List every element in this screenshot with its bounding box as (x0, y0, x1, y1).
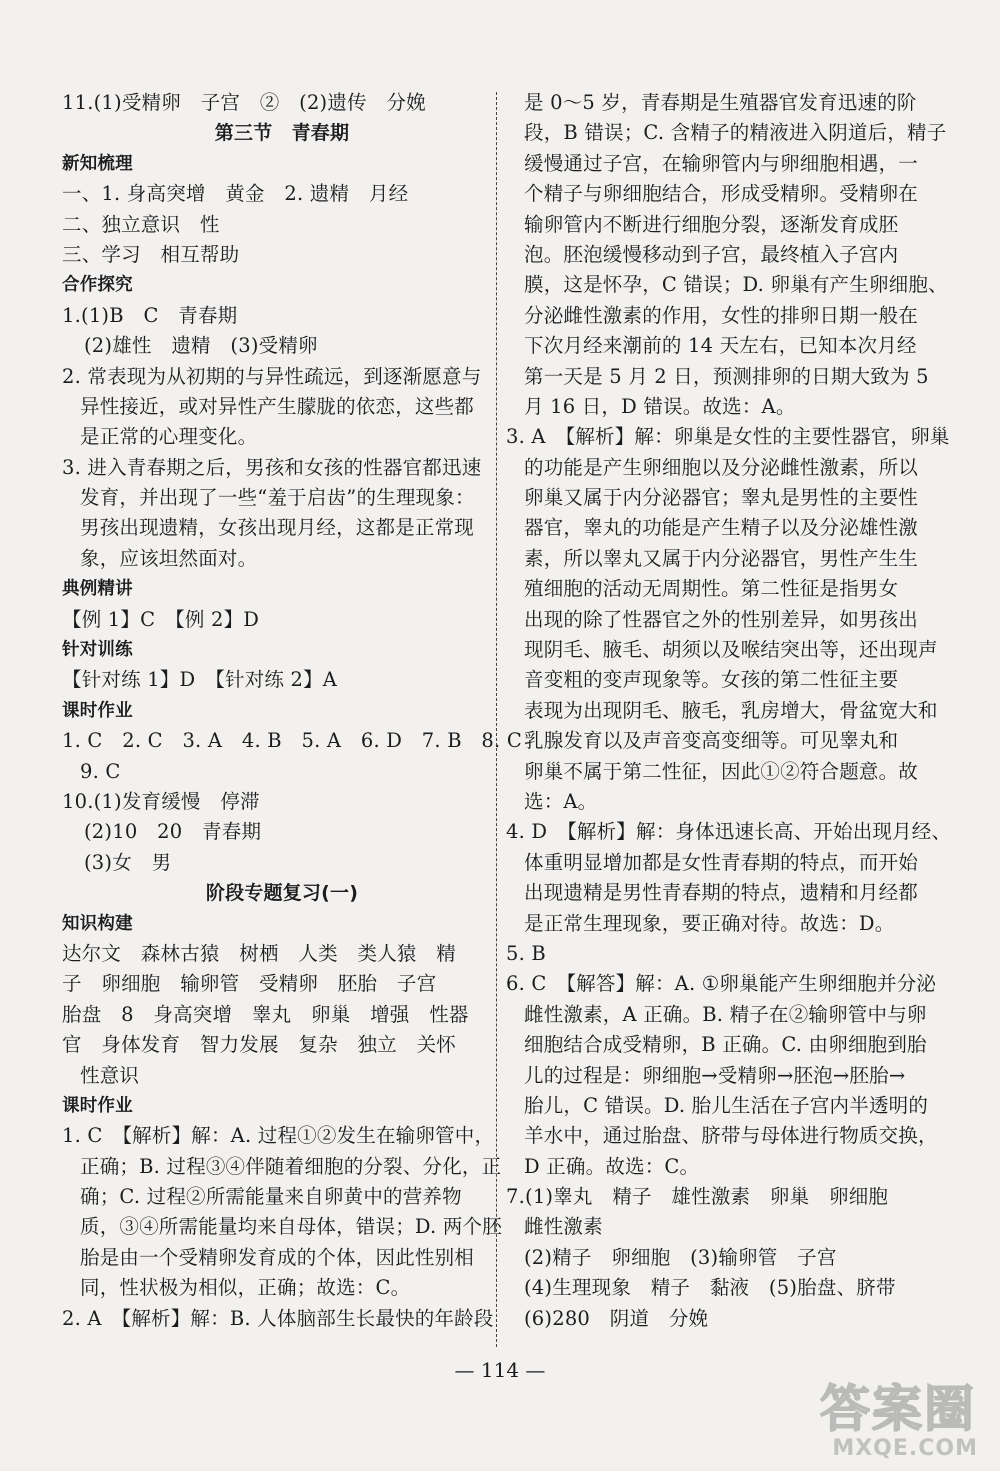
right-text-line: 选：A。 (524, 789, 598, 813)
right-text-line: (6)280 阴道 分娩 (524, 1306, 709, 1330)
left-text-line: 是正常的心理变化。 (80, 425, 258, 449)
left-text-line: 胎盘 8 身高突增 睾丸 卵巢 增强 性器 (62, 1002, 469, 1026)
right-text-line: 泡。胚泡缓慢移动到子宫，最终植入子宫内 (524, 242, 899, 266)
left-text-line: (2)雄性 遗精 (3)受精卵 (84, 334, 318, 358)
right-text-line: 个精子与卵细胞结合，形成受精卵。受精卵在 (524, 182, 919, 206)
right-text-line: 细胞结合成受精卵，B 正确。C. 由卵细胞到胎 (524, 1033, 927, 1057)
left-section-heading: 针对训练 (62, 640, 133, 661)
left-text-line: 2. 常表现为从初期的与异性疏远，到逐渐愿意与 (62, 364, 482, 388)
right-text-line: 音变粗的变声现象等。女孩的第二性征主要 (524, 668, 899, 692)
left-text-line: 质，③④所需能量均来自母体，错误；D. 两个胚 (80, 1215, 502, 1239)
left-text-line: 11.(1)受精卵 子宫 ② (2)遗传 分娩 (62, 91, 426, 114)
right-text-line: (4)生理现象 精子 黏液 (5)胎盘、脐带 (524, 1276, 896, 1300)
right-text-line: 体重明显增加都是女性青春期的特点，而开始 (524, 850, 919, 874)
left-section-heading: 合作探究 (62, 275, 133, 296)
right-text-line: 输卵管内不断进行细胞分裂，逐渐发育成胚 (524, 212, 899, 236)
right-text-line: 月 16 日，D 错误。故选：A。 (524, 394, 796, 418)
right-text-line: 分泌雌性激素的作用，女性的排卵日期一般在 (524, 303, 919, 327)
left-section-heading: 知识构建 (62, 913, 133, 934)
left-text-line: 10.(1)发育缓慢 停滞 (62, 789, 260, 813)
right-text-line: 段，B 错误；C. 含精子的精液进入阴道后，精子 (524, 121, 947, 145)
right-text-line: 5. B (506, 941, 546, 965)
left-chapter-title: 阶段专题复习(一) (205, 882, 359, 905)
right-text-line: 器官，睾丸的功能是产生精子以及分泌雄性激 (524, 516, 919, 540)
left-text-line: 男孩出现遗精，女孩出现月经，这都是正常现 (80, 516, 475, 540)
left-text-line: 【针对练 1】D 【针对练 2】A (62, 668, 338, 692)
right-text-line: 缓慢通过子宫，在输卵管内与卵细胞相遇，一 (524, 151, 919, 175)
right-text-line: 膜，这是怀孕，C 错误；D. 卵巢有产生卵细胞、 (524, 273, 948, 297)
right-text-line: 卵巢又属于内分泌器官；睾丸是男性的主要性 (524, 486, 919, 510)
right-text-line: 儿的过程是：卵细胞→受精卵→胚泡→胚胎→ (524, 1063, 906, 1087)
left-text-line: 子 卵细胞 输卵管 受精卵 胚胎 子宫 (62, 972, 437, 996)
right-text-line: 乳腺发育以及声音变高变细等。可见睾丸和 (524, 729, 899, 753)
right-text-line: 素，所以睾丸又属于内分泌器官，男性产生生 (524, 546, 919, 570)
left-text-line: 确；C. 过程②所需能量来自卵黄中的营养物 (80, 1185, 462, 1209)
left-text-line: 正确；B. 过程③④伴随着细胞的分裂、分化，正 (80, 1154, 502, 1178)
left-text-line: 【例 1】C 【例 2】D (62, 607, 260, 631)
right-text-line: (2)精子 卵细胞 (3)输卵管 子宫 (524, 1245, 837, 1269)
watermark-logo-text: 答案圈 (820, 1380, 976, 1438)
left-text-line: 发育，并出现了一些“羞于启齿”的生理现象： (80, 486, 475, 510)
left-text-line: 2. A 【解析】解：B. 人体脑部生长最快的年龄段 (62, 1306, 494, 1330)
left-text-line: 象，应该坦然面对。 (80, 546, 258, 570)
left-text-line: 9. C (80, 759, 121, 783)
right-column (506, 88, 952, 1334)
left-text-line: (2)10 20 青春期 (84, 820, 262, 844)
left-text-line: 异性接近，或对异性产生朦胧的依恋，这些都 (80, 394, 475, 418)
right-text-line: 第一天是 5 月 2 日，预测排卵的日期大致为 5 (524, 364, 929, 388)
right-text-line: 是正常生理现象，要正确对待。故选：D。 (524, 911, 895, 935)
left-text-line: 3. 进入青春期之后，男孩和女孩的性器官都迅速 (62, 455, 482, 479)
left-section-heading: 新知梳理 (62, 153, 133, 174)
right-text-line: 卵巢不属于第二性征，因此①②符合题意。故 (524, 759, 919, 783)
left-text-line: 二、独立意识 性 (62, 212, 220, 236)
left-section-heading: 课时作业 (62, 700, 133, 721)
right-text-line: 雌性激素 (524, 1215, 603, 1239)
right-text-line: 出现的除了性器官之外的性别差异，如男孩出 (524, 607, 919, 631)
right-text-line: D 正确。故选：C。 (524, 1154, 700, 1178)
right-text-line: 表现为出现阴毛、腋毛，乳房增大，骨盆宽大和 (524, 698, 938, 722)
right-text-line: 3. A 【解析】解：卵巢是女性的主要性器官，卵巢 (506, 425, 950, 449)
left-text-line: 同，性状极为相似，正确；故选：C。 (80, 1276, 411, 1300)
left-column (62, 88, 522, 1334)
left-text-line: 性意识 (80, 1063, 140, 1087)
left-text-line: 一、1. 身高突增 黄金 2. 遗精 月经 (62, 182, 409, 206)
right-text-line: 的功能是产生卵细胞以及分泌雌性激素，所以 (524, 455, 919, 479)
right-text-line: 下次月经来潮前的 14 天左右，已知本次月经 (524, 334, 917, 358)
watermark-logo (814, 1369, 984, 1461)
right-text-line: 是 0～5 岁，青春期是生殖器官发育迅速的阶 (524, 91, 917, 114)
column-divider (496, 92, 497, 1347)
right-text-line: 4. D 【解析】解：身体迅速长高、开始出现月经、 (506, 820, 952, 844)
left-section-heading: 课时作业 (62, 1095, 133, 1116)
left-text-line: (3)女 男 (84, 850, 172, 874)
left-text-line: 达尔文 森林古猿 树栖 人类 类人猿 精 (62, 941, 457, 965)
left-text-line: 1.(1)B C 青春期 (62, 303, 238, 327)
right-text-line: 羊水中，通过胎盘、脐带与母体进行物质交换， (524, 1124, 938, 1148)
left-section-heading: 典例精讲 (62, 579, 133, 600)
left-text-line: 1. C 【解析】解：A. 过程①②发生在输卵管中， (62, 1124, 495, 1148)
right-text-line: 出现遗精是男性青春期的特点，遗精和月经都 (524, 881, 919, 905)
left-chapter-title: 第三节 青春期 (214, 122, 350, 145)
right-text-line: 6. C 【解答】解：A. ①卵巢能产生卵细胞并分泌 (506, 972, 937, 996)
watermark-site: MXQE.COM (832, 1436, 978, 1461)
right-text-line: 雌性激素，A 正确。B. 精子在②输卵管中与卵 (524, 1002, 927, 1026)
right-text-line: 胎儿，C 错误。D. 胎儿生活在子宫内半透明的 (524, 1093, 929, 1117)
left-text-line: 官 身体发育 智力发展 复杂 独立 关怀 (62, 1033, 457, 1057)
right-text-line: 殖细胞的活动无周期性。第二性征是指男女 (524, 577, 899, 601)
right-text-line: 7.(1)睾丸 精子 雄性激素 卵巢 卵细胞 (506, 1185, 889, 1209)
left-text-line: 三、学习 相互帮助 (62, 242, 240, 266)
left-text-line: 胎是由一个受精卵发育成的个体，因此性别相 (80, 1245, 475, 1269)
left-text-line: 1. C 2. C 3. A 4. B 5. A 6. D 7. B 8. C (62, 729, 522, 753)
page-number: — 114 — (454, 1358, 546, 1382)
right-text-line: 现阴毛、腋毛、胡须以及喉结突出等，还出现声 (524, 638, 938, 662)
